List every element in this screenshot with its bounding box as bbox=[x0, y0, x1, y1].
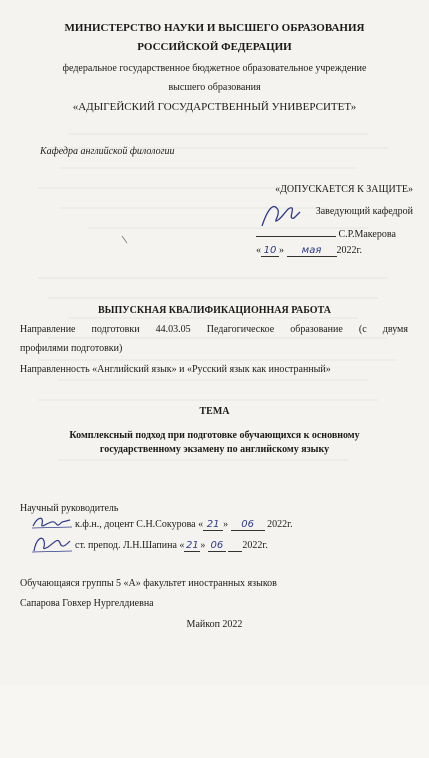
institution-type-line-2: высшего образования bbox=[168, 82, 261, 93]
date-close-quote: » bbox=[279, 245, 284, 256]
supervisor-1-year: 2022г. bbox=[267, 519, 293, 530]
head-name-line bbox=[256, 225, 396, 240]
supervisor-1-quote: » bbox=[223, 519, 229, 530]
approval-month: мая bbox=[287, 245, 337, 257]
supervisor-2-quote: » bbox=[200, 540, 206, 551]
profile-line: Направленность «Английский язык» и «Русский язык как иностранный» bbox=[20, 364, 331, 375]
signature-underline bbox=[256, 225, 336, 237]
ministry-line-1: МИНИСТЕРСТВО НАУКИ И ВЫСШЕГО ОБРАЗОВАНИЯ bbox=[64, 22, 365, 34]
topic-line-1: Комплексный подход при подготовке обучающихся к основному bbox=[69, 430, 360, 441]
ministry-line-2: РОССИЙСКОЙ ФЕДЕРАЦИИ bbox=[137, 41, 292, 53]
supervisor-1-month: 06 bbox=[231, 519, 265, 531]
approval-date bbox=[256, 245, 362, 257]
supervisor-2-signature bbox=[30, 531, 74, 557]
supervisor-2-year: 2022г. bbox=[242, 540, 268, 551]
supervisor-1-day: 21 bbox=[203, 519, 223, 531]
institution-type-line-1: федеральное государственное бюджетное образовательное учреждение bbox=[62, 63, 367, 74]
topic-label: ТЕМА bbox=[199, 406, 230, 417]
approval-title: «ДОПУСКАЕТСЯ К ЗАЩИТЕ» bbox=[275, 184, 413, 195]
department-name: Кафедра английской филологии bbox=[40, 146, 175, 157]
direction-line-1: Направление подготовки 44.03.05 Педагогическое образование (с двумя bbox=[20, 324, 408, 335]
supervisor-2-day: 21 bbox=[186, 540, 199, 551]
supervisor-label: Научный руководитель bbox=[20, 503, 119, 514]
university-name: «АДЫГЕЙСКИЙ ГОСУДАРСТВЕННЫЙ УНИВЕРСИТЕТ» bbox=[72, 101, 357, 113]
supervisor-1-text: к.ф.н., доцент С.Н.Сокурова « bbox=[75, 519, 204, 530]
scratch-mark bbox=[120, 235, 130, 245]
topic-line-2: государственному экзамену по английскому языку bbox=[99, 444, 330, 455]
approval-year: 2022г. bbox=[336, 245, 362, 256]
supervisor-2-month: 06 bbox=[208, 540, 226, 552]
student-group-line: Обучающаяся группы 5 «А» факультет иностранных языков bbox=[20, 578, 277, 589]
student-name: Сапарова Говхер Нургелдиевна bbox=[20, 598, 154, 609]
supervisor-2-line bbox=[75, 540, 268, 552]
date-open-quote: « bbox=[256, 245, 261, 256]
supervisor-2-text: ст. препод. Л.Н.Шапина « bbox=[75, 540, 185, 551]
city-year: Майкоп 2022 bbox=[186, 619, 243, 630]
work-type-title: ВЫПУСКНАЯ КВАЛИФИКАЦИОННАЯ РАБОТА bbox=[98, 305, 331, 316]
head-of-department-label: Заведующий кафедрой bbox=[315, 206, 413, 217]
approval-day: 10 bbox=[261, 245, 279, 257]
head-name: С.Р.Макерова bbox=[338, 229, 396, 240]
supervisor-1-line bbox=[75, 519, 293, 531]
supervisor-2-blank bbox=[228, 540, 242, 552]
direction-line-2: профилями подготовки) bbox=[20, 343, 123, 354]
